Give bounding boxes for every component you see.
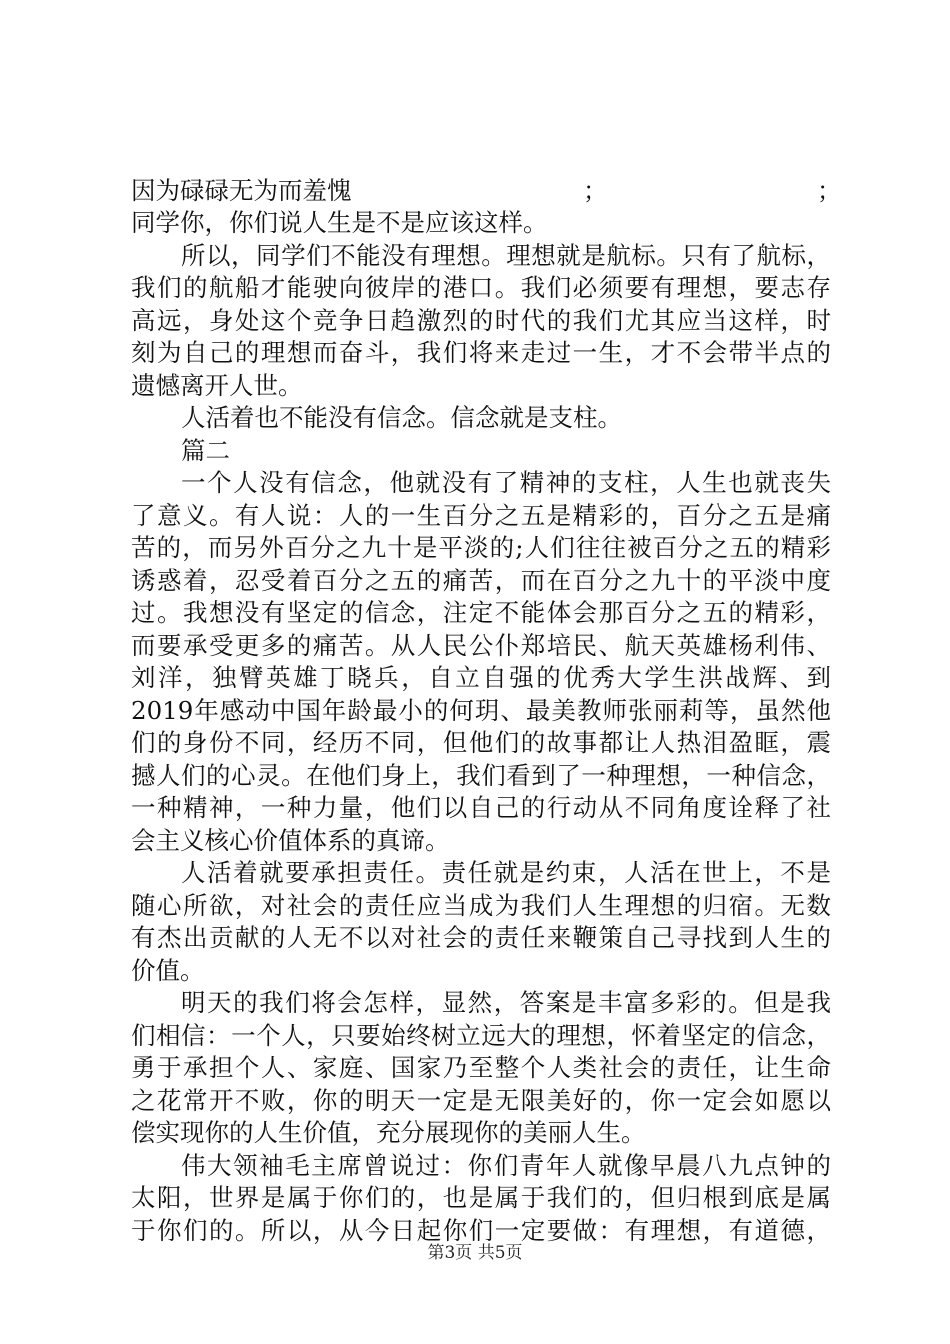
text-line: 勇于承担个人、家庭、国家乃至整个人类社会的责任，让生命 xyxy=(131,1053,831,1082)
text-line: 有杰出贡献的人无不以对社会的责任来鞭策自己寻找到人生的 xyxy=(131,923,831,952)
text-line: 太阳，世界是属于你们的，也是属于我们的，但归根到底是属 xyxy=(131,1183,831,1212)
text-line: 之花常开不败，你的明天一定是无限美好的，你一定会如愿以 xyxy=(131,1085,831,1115)
semicolon-mark: ； xyxy=(583,176,608,205)
text-line: 们的身份不同，经历不同，但他们的故事都让人热泪盈眶，震 xyxy=(131,728,831,757)
text-line: 遗憾离开人世。 xyxy=(131,370,303,400)
text-line: 我们的航船才能驶向彼岸的港口。我们必须要有理想，要志存 xyxy=(131,273,831,302)
text-line: 过。我想没有坚定的信念，注定不能体会那百分之五的精彩， xyxy=(131,598,831,627)
text-line: 人活着就要承担责任。责任就是约束，人活在世上，不是 xyxy=(181,858,831,887)
text-line: 刻为自己的理想而奋斗，我们将来走过一生，才不会带半点的 xyxy=(131,338,831,367)
text-line: 高远，身处这个竞争日趋激烈的时代的我们尤其应当这样，时 xyxy=(131,305,831,335)
text-line: 撼人们的心灵。在他们身上，我们看到了一种理想，一种信念， xyxy=(131,760,831,790)
text-line: 随心所欲，对社会的责任应当成为我们人生理想的归宿。无数 xyxy=(131,890,831,920)
text-line: 诱惑着，忍受着百分之五的痛苦，而在百分之九十的平淡中度 xyxy=(131,565,831,595)
text-line: 伟大领袖毛主席曾说过：你们青年人就像早晨八九点钟的 xyxy=(181,1150,831,1180)
text-line: 了意义。有人说：人的一生百分之五是精彩的，百分之五是痛 xyxy=(131,500,831,530)
text-line-first xyxy=(131,175,842,207)
text-line: 价值。 xyxy=(131,955,205,985)
text-line: 而要承受更多的痛苦。从人民公仆郑培民、航天英雄杨利伟、 xyxy=(131,630,831,660)
text-line: 们相信：一个人，只要始终树立远大的理想，怀着坚定的信念， xyxy=(131,1020,831,1050)
text-line: 所以，同学们不能没有理想。理想就是航标。只有了航标， xyxy=(181,240,831,270)
text-line: 苦的，而另外百分之九十是平淡的;人们往往被百分之五的精彩 xyxy=(131,533,831,562)
text-line: 偿实现你的人生价值，充分展现你的美丽人生。 xyxy=(131,1118,646,1147)
text-line: 会主义核心价值体系的真谛。 xyxy=(131,825,450,855)
page-footer: 第3页 共5页 xyxy=(427,1243,523,1263)
text-line: 一种精神，一种力量，他们以自己的行动从不同角度诠释了社 xyxy=(131,793,831,822)
text-line: 篇二 xyxy=(181,435,230,465)
text-line: 于你们的。所以，从今日起你们一定要做：有理想，有道德， xyxy=(131,1215,831,1245)
first-line-text: 因为碌碌无为而羞愧 xyxy=(131,176,352,205)
text-line: 刘洋，独臂英雄丁晓兵，自立自强的优秀大学生洪战辉、到 xyxy=(131,663,831,692)
text-line: 明天的我们将会怎样，显然，答案是丰富多彩的。但是我 xyxy=(181,988,831,1017)
text-line: 2019年感动中国年龄最小的何玥、最美教师张丽莉等，虽然他 xyxy=(131,695,831,725)
text-line: 同学你，你们说人生是不是应该这样。 xyxy=(131,208,548,237)
text-line: 人活着也不能没有信念。信念就是支柱。 xyxy=(181,403,622,432)
text-line: 一个人没有信念，他就没有了精神的支柱，人生也就丧失 xyxy=(181,468,831,497)
semicolon-mark: ； xyxy=(817,176,842,205)
